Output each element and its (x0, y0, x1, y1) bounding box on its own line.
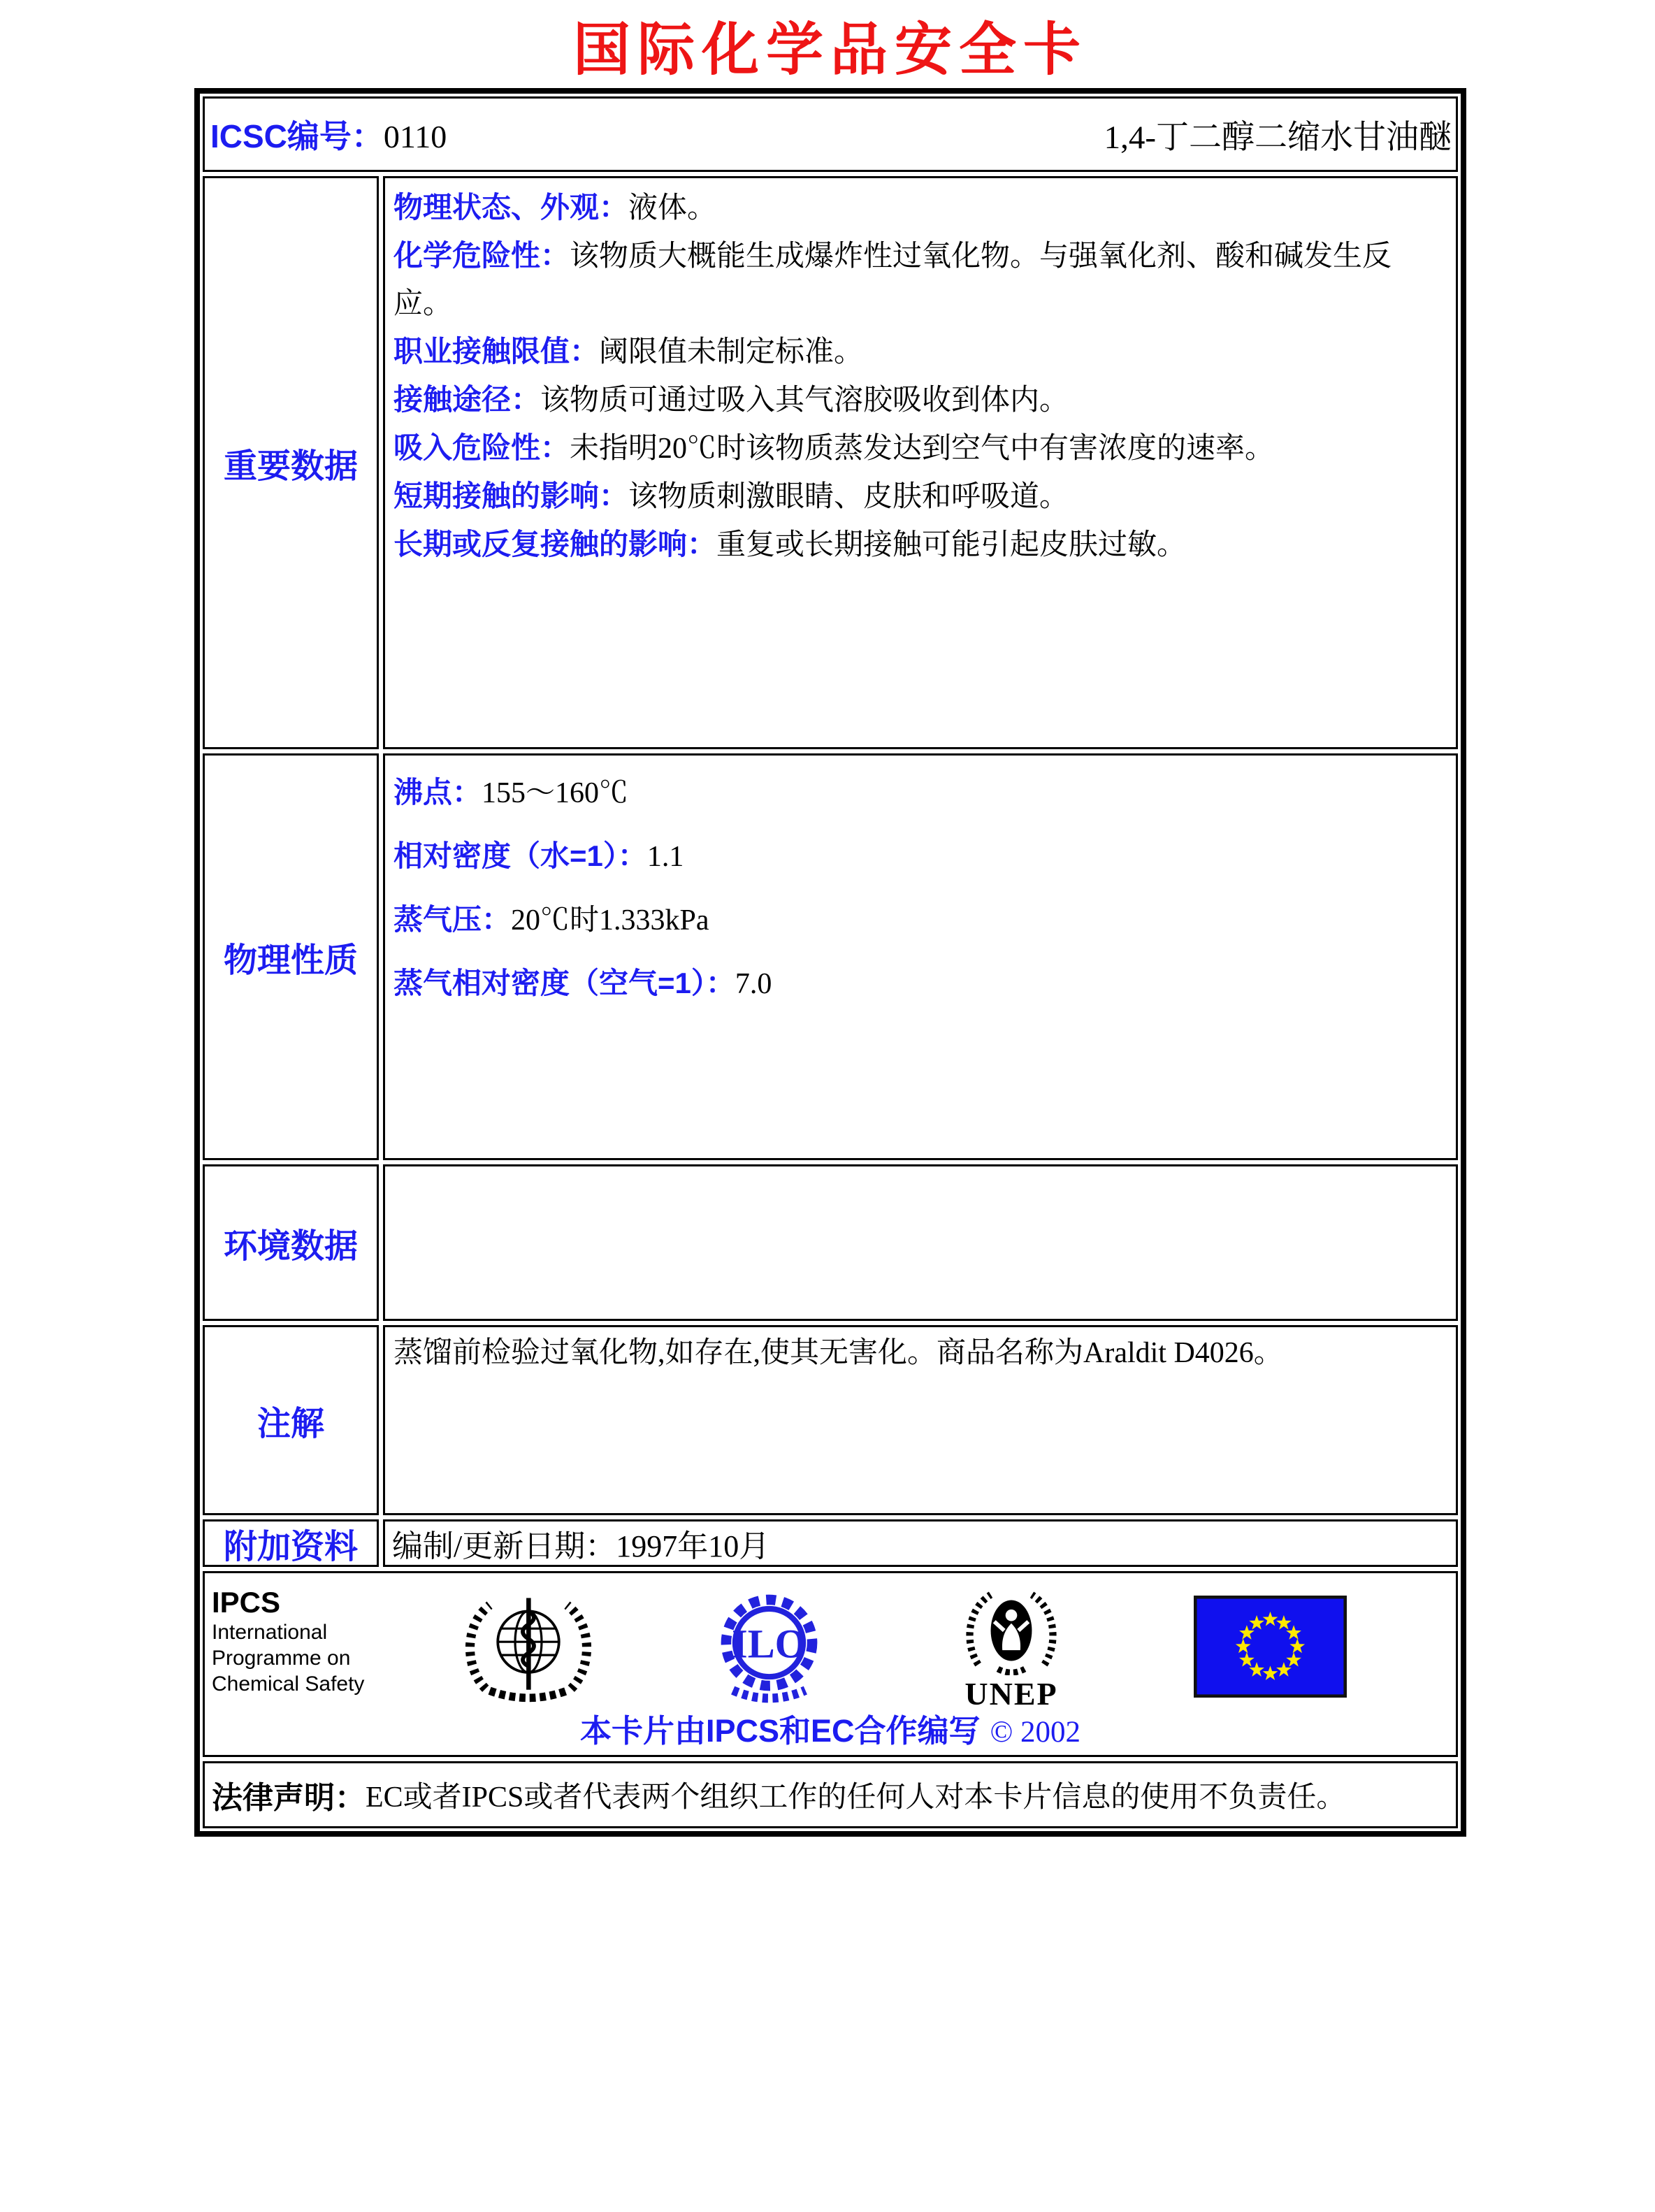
field-label: 沸点： (393, 776, 482, 809)
field-value: 155～160℃ (482, 777, 629, 809)
notes-text: 蒸馏前检验过氧化物,如存在,使其无害化。商品名称为Araldit D4026。 (393, 1337, 1283, 1369)
field-label: 蒸气相对密度（空气=1）： (393, 967, 735, 999)
additional-info-content (383, 1519, 1458, 1567)
important-data-line (393, 376, 1449, 424)
field-label: 吸入危险性： (393, 431, 570, 464)
physical-property-line (393, 761, 1449, 825)
eu-flag-icon (1194, 1596, 1347, 1701)
important-data-line (393, 521, 1449, 569)
ipcs-text-block (212, 1586, 364, 1697)
notes-content (383, 1325, 1458, 1515)
ipcs-title: IPCS (212, 1586, 281, 1619)
icsc-number-value: 0110 (383, 119, 447, 154)
svg-text:ILO: ILO (732, 1621, 807, 1667)
update-date-value: 1997年10月 (616, 1529, 770, 1563)
important-data-content (383, 176, 1458, 749)
ilo-emblem-icon (708, 1589, 830, 1709)
field-label: 蒸气压： (393, 903, 512, 936)
caption-text: 本卡片由IPCS和EC合作编写 (580, 1713, 981, 1749)
important-data-line (393, 232, 1449, 328)
header-cell (203, 96, 1458, 172)
cooperation-caption (205, 1705, 1456, 1751)
legal-cell (203, 1761, 1458, 1828)
environmental-data-label: 环境数据 (203, 1164, 379, 1321)
notes-label: 注解 (203, 1325, 379, 1515)
field-value: 7.0 (735, 968, 772, 1000)
important-data-line (393, 184, 1449, 232)
field-label: 化学危险性： (393, 239, 570, 272)
additional-info-row (203, 1519, 1458, 1567)
who-emblem-icon (455, 1587, 602, 1708)
field-value: 该物质可通过吸入其气溶胶吸收到体内。 (540, 384, 1069, 417)
physical-properties-content (383, 753, 1458, 1160)
page-title: 国际化学品安全卡 (572, 16, 1087, 83)
legal-row (203, 1761, 1458, 1828)
field-label: 物理状态、外观： (393, 191, 629, 224)
chemical-name: 1,4-丁二醇二缩水甘油醚 (1104, 119, 1452, 156)
ipcs-line: International (212, 1621, 328, 1644)
important-data-row (203, 176, 1458, 749)
update-date-label: 编制/更新日期： (392, 1529, 616, 1563)
field-value: 该物质刺激眼睛、皮肤和呼吸道。 (628, 481, 1069, 513)
legal-text: EC或者IPCS或者代表两个组织工作的任何人对本卡片信息的使用不负责任。 (366, 1781, 1346, 1814)
physical-property-line (393, 888, 1449, 952)
logos-cell (203, 1571, 1458, 1757)
environmental-data-row (203, 1164, 1458, 1321)
unep-logo-block (951, 1586, 1071, 1712)
field-label: 短期接触的影响： (393, 479, 629, 512)
icsc-card-table (194, 88, 1466, 1837)
copyright-text: © 2002 (990, 1716, 1081, 1749)
field-value: 阈限值未制定标准。 (599, 336, 864, 368)
icsc-number-group (210, 111, 447, 157)
header-row (203, 96, 1458, 172)
physical-properties-row (203, 753, 1458, 1160)
important-data-line (393, 424, 1449, 472)
field-label: 相对密度（水=1）： (393, 839, 647, 872)
environmental-data-content (383, 1164, 1458, 1321)
field-label: 长期或反复接触的影响： (393, 528, 717, 561)
field-label: 职业接触限值： (393, 335, 600, 368)
field-value: 未指明20℃时该物质蒸发达到空气中有害浓度的速率。 (570, 433, 1275, 465)
field-value: 20℃时1.333kPa (511, 904, 709, 937)
additional-info-label: 附加资料 (203, 1519, 379, 1567)
field-label: 接触途径： (393, 383, 541, 416)
notes-row (203, 1325, 1458, 1515)
physical-property-line (393, 825, 1449, 888)
physical-properties-label: 物理性质 (203, 753, 379, 1160)
icsc-number-label: ICSC编号： (210, 118, 384, 154)
ipcs-line: Chemical Safety (212, 1672, 365, 1696)
ipcs-line: Programme on (212, 1647, 351, 1670)
important-data-line (393, 472, 1449, 521)
legal-label: 法律声明： (212, 1781, 366, 1815)
important-data-line (393, 328, 1449, 376)
important-data-label: 重要数据 (203, 176, 379, 749)
unep-wordmark: UNEP (964, 1676, 1058, 1712)
logos-row (203, 1571, 1458, 1757)
field-value: 该物质大概能生成爆炸性过氧化物。与强氧化剂、酸和碱发生反应。 (393, 240, 1392, 320)
physical-property-line (393, 952, 1449, 1015)
field-value: 液体。 (628, 192, 717, 224)
field-value: 重复或长期接触可能引起皮肤过敏。 (716, 529, 1187, 561)
field-value: 1.1 (646, 841, 684, 873)
